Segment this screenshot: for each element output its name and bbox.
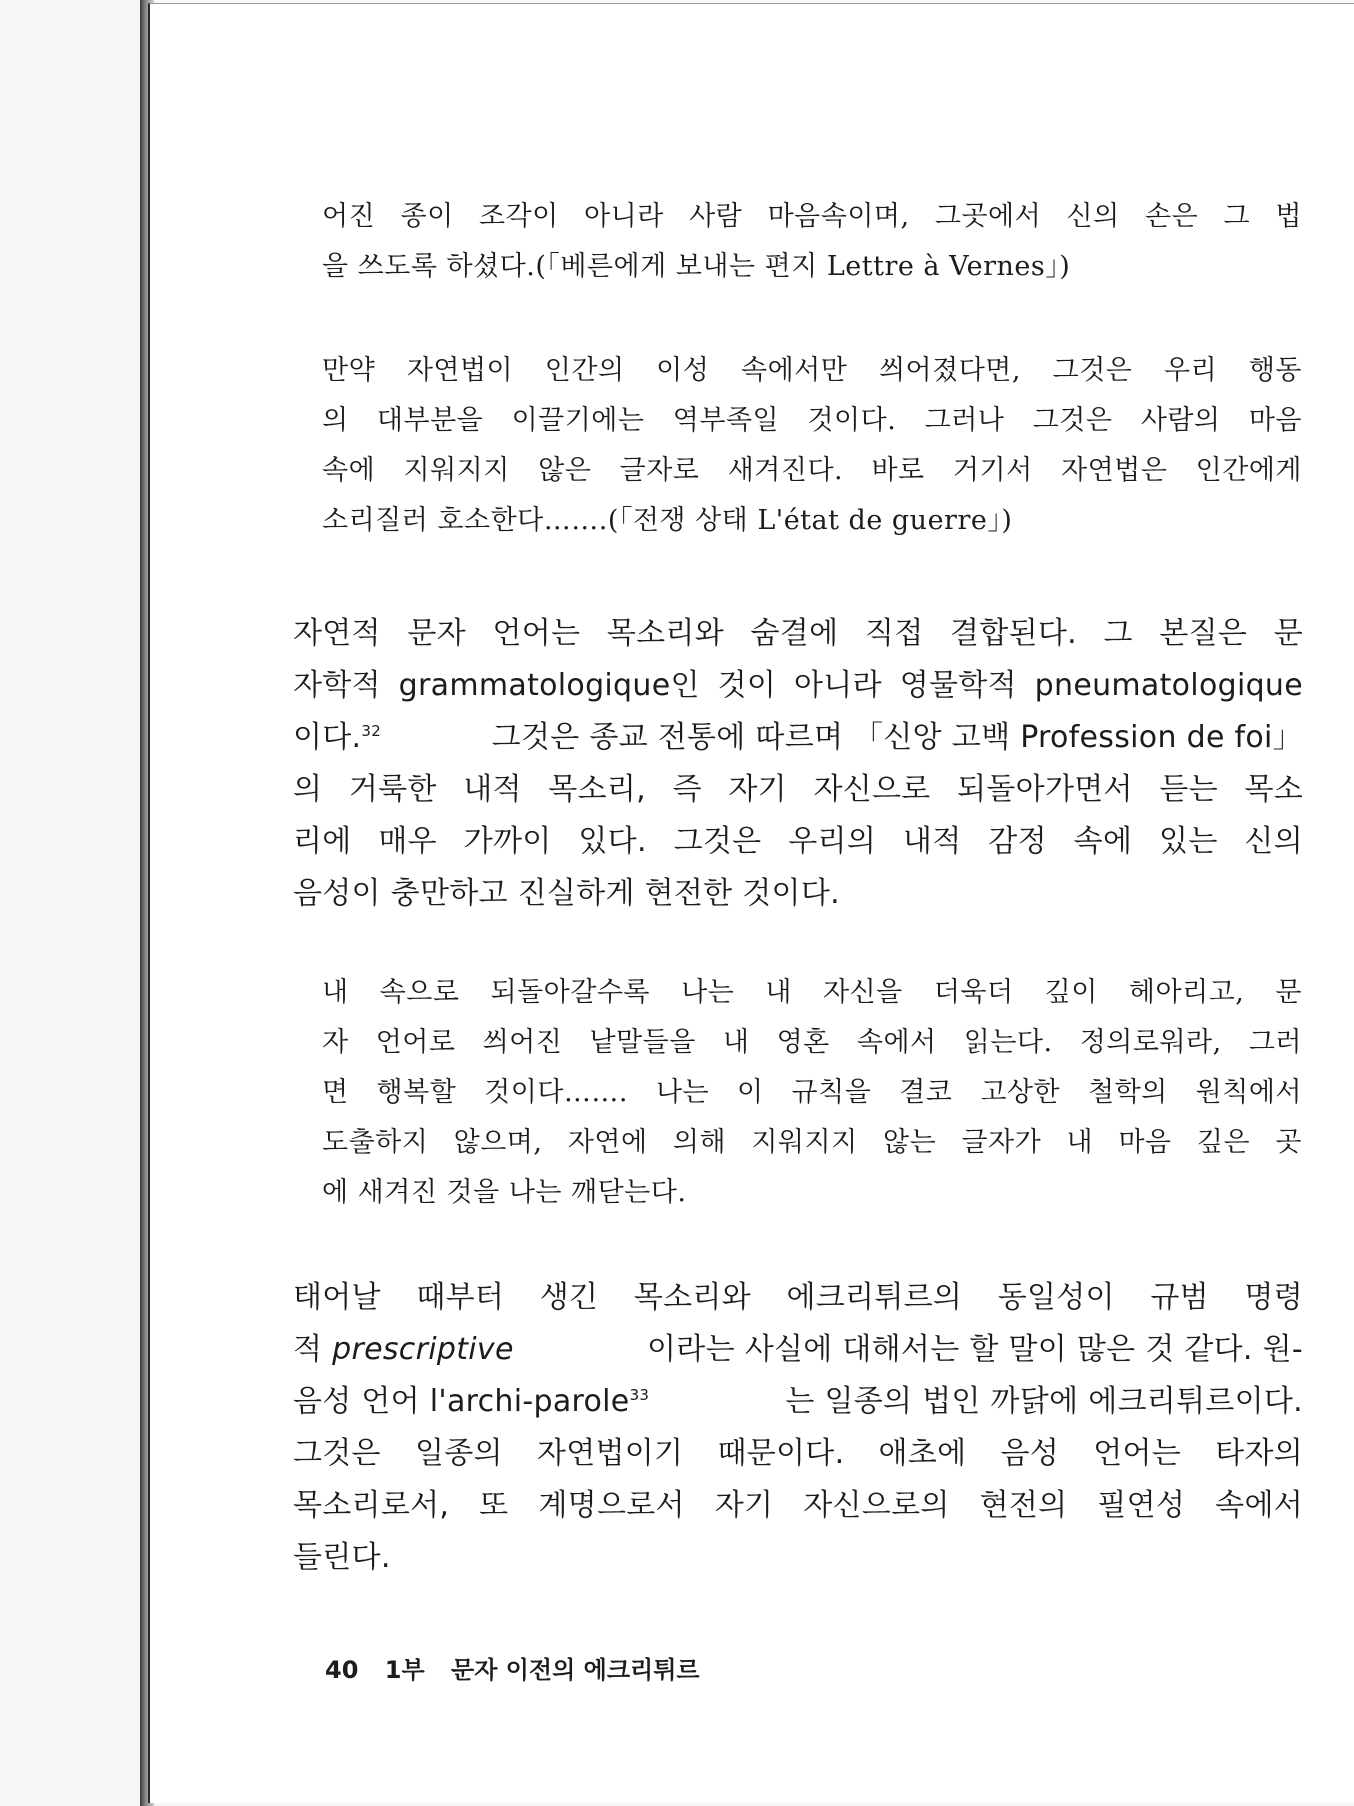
text-line: 속에 지워지지 않은 글자로 새겨진다. 바로 거기서 자연법은 인간에게 <box>322 455 1302 486</box>
chapter-title: 문자 이전의 에크리튀르 <box>451 1656 700 1684</box>
text-line: 태어날 때부터 생긴 목소리와 에크리튀르의 동일성이 규범 명령 <box>293 1280 1303 1315</box>
text-line <box>293 712 1303 756</box>
text-line: 들린다. <box>293 1540 391 1575</box>
page-number: 40 <box>325 1656 359 1684</box>
text-line: 어진 종이 조각이 아니라 사람 마음속이며, 그곳에서 신의 손은 그 법 <box>322 201 1302 232</box>
text-line: 리에 매우 가까이 있다. 그것은 우리의 내적 감정 속에 있는 신의 <box>293 824 1303 859</box>
text-span: 음성 언어 l'archi-parole <box>293 1384 630 1419</box>
text-span: 적 <box>293 1332 323 1367</box>
footnote-marker: 33 <box>629 1386 650 1404</box>
text-line: 의 대부분을 이끌기에는 역부족일 것이다. 그러나 그것은 사람의 마음 <box>322 405 1302 436</box>
page-footer <box>325 1650 718 1685</box>
part-label: 1부 <box>384 1656 425 1684</box>
text-line: 자 언어로 씌어진 낱말들을 내 영혼 속에서 읽는다. 정의로워라, 그러 <box>322 1027 1302 1058</box>
text-span: 그것은 종교 전통에 따르며 「신앙 고백 Profession de foi」 <box>491 720 1303 755</box>
text-line <box>293 1324 1303 1368</box>
italic-term: prescriptive <box>332 1332 514 1367</box>
text-line: 의 거룩한 내적 목소리, 즉 자기 자신으로 되돌아가면서 듣는 목소 <box>293 772 1303 807</box>
book-page <box>148 3 1354 1803</box>
text-line: 자연적 문자 언어는 목소리와 숨결에 직접 결합된다. 그 본질은 문 <box>293 616 1303 651</box>
text-span: 는 일종의 법인 까닭에 에크리튀르이다. <box>785 1384 1303 1419</box>
text-line: 자학적 grammatologique인 것이 아니라 영물학적 pneumatologique <box>293 668 1303 703</box>
text-line <box>293 1376 1303 1420</box>
text-line: 내 속으로 되돌아갈수록 나는 내 자신을 더욱더 깊이 헤아리고, 문 <box>322 977 1302 1008</box>
text-span: 이라는 사실에 대해서는 할 말이 많은 것 같다. 원- <box>647 1332 1303 1367</box>
text-line: 음성이 충만하고 진실하게 현전한 것이다. <box>293 876 840 911</box>
text-line: 을 쓰도록 하셨다.(「베른에게 보내는 편지 Lettre à Vernes」) <box>322 251 1071 282</box>
text-line: 만약 자연법이 인간의 이성 속에서만 씌어졌다면, 그것은 우리 행동 <box>322 355 1302 386</box>
text-line: 면 행복할 것이다……. 나는 이 규칙을 결코 고상한 철학의 원칙에서 <box>322 1077 1302 1108</box>
text-line: 목소리로서, 또 계명으로서 자기 자신으로의 현전의 필연성 속에서 <box>293 1488 1303 1523</box>
text-line: 에 새겨진 것을 나는 깨닫는다. <box>322 1177 687 1208</box>
text-line: 소리질러 호소한다…….(「전쟁 상태 L'état de guerre」) <box>322 505 1013 536</box>
text-line: 도출하지 않으며, 자연에 의해 지워지지 않는 글자가 내 마음 깊은 곳 <box>322 1127 1302 1158</box>
footnote-marker: 32 <box>361 722 382 740</box>
text-span: 이다. <box>293 720 362 755</box>
text-line: 그것은 일종의 자연법이기 때문이다. 애초에 음성 언어는 타자의 <box>293 1436 1303 1471</box>
